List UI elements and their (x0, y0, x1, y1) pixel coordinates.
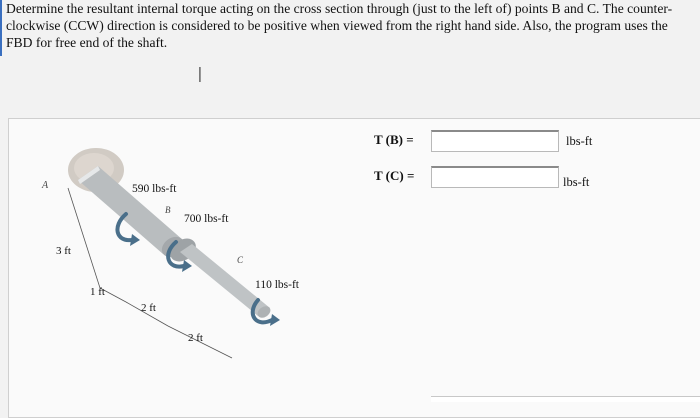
torque-c-input[interactable] (431, 166, 559, 188)
bottom-edge (431, 396, 700, 402)
shaft-figure (8, 122, 338, 372)
selection-marker (0, 0, 2, 56)
answer-label-b: T (B) = (374, 132, 414, 147)
dimension-label-4: 2 ft (188, 332, 203, 344)
text-cursor-icon: I (197, 63, 203, 87)
question-line-2: clockwise (CCW) direction is considered to be positive when viewed from the right hand side. Also, the program uses the (6, 18, 668, 34)
answer-label-c: T (C) = (374, 168, 415, 183)
torque-label-1: 590 lbs-ft (132, 183, 177, 195)
question-text (0, 0, 700, 56)
point-c-label: C (237, 255, 244, 265)
dimension-label-1: 3 ft (56, 245, 71, 257)
torque-b-input[interactable] (431, 130, 559, 152)
point-b-label: B (165, 205, 171, 215)
torque-label-3: 110 lbs-ft (255, 279, 299, 291)
answer-unit-c: lbs-ft (563, 175, 590, 189)
question-line-1: Determine the resultant internal torque acting on the cross section through (just to the left of) points B and C. The counter- (6, 1, 673, 16)
answer-row-c (0, 166, 700, 190)
answer-row-b (0, 130, 700, 154)
dimension-label-3: 2 ft (141, 302, 156, 314)
question-line-3: FBD for free end of the shaft. (6, 35, 168, 51)
torque-label-2: 700 lbs-ft (184, 213, 229, 225)
dimension-label-2: 1 ft (90, 286, 105, 298)
answer-unit-b: lbs-ft (566, 134, 593, 148)
point-a-label: A (42, 180, 49, 191)
